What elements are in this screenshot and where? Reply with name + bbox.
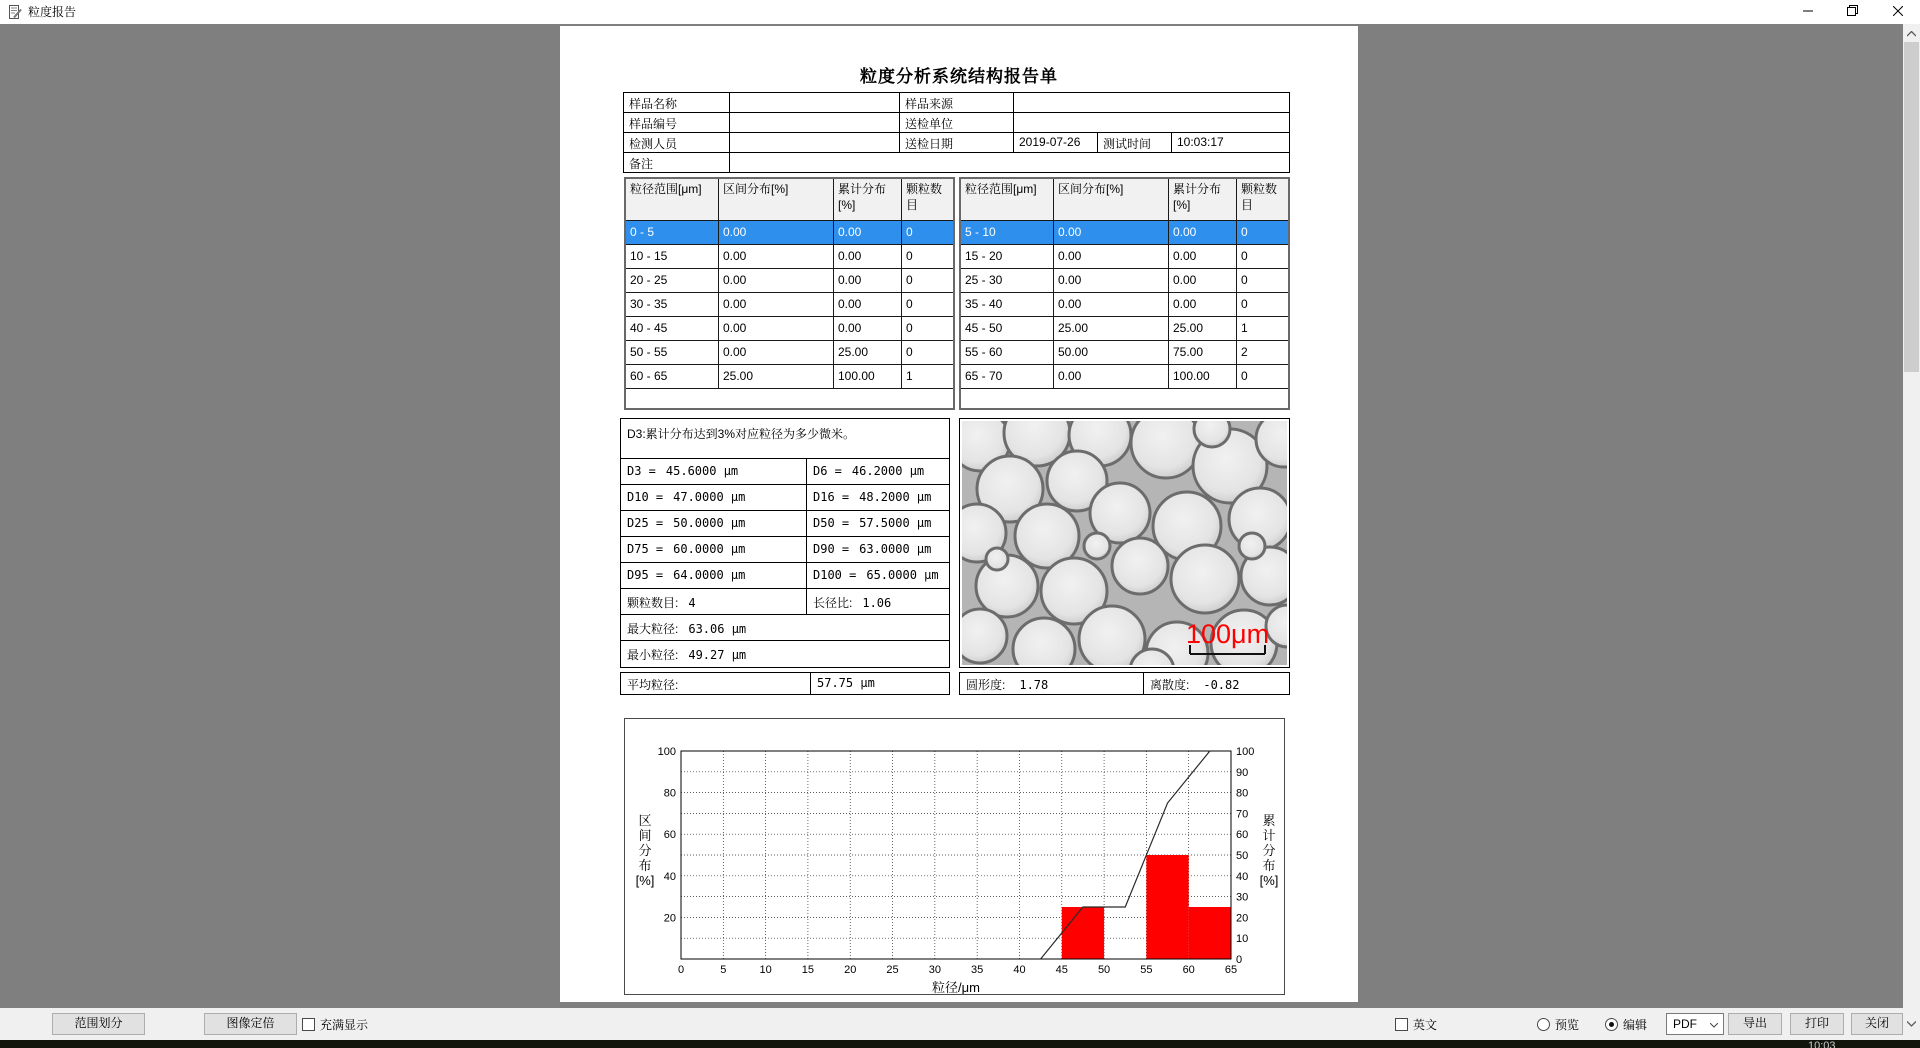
cell: 100.00: [834, 365, 902, 388]
cell: 0.00: [1054, 365, 1169, 388]
table-row[interactable]: [626, 221, 953, 245]
cell: 0.00: [719, 317, 834, 340]
table-row[interactable]: [961, 269, 1288, 293]
d-value-row: [621, 511, 949, 537]
max-size-label: 最大粒径:: [627, 622, 679, 636]
right-distribution-table: [959, 177, 1290, 410]
cell: 45 - 50: [961, 317, 1054, 340]
svg-text:60: 60: [663, 829, 676, 842]
d-label: D90 =: [813, 542, 850, 556]
info-label: 样品来源: [900, 93, 1014, 112]
d-label: D25 =: [627, 516, 664, 530]
ratio-value: 1.06: [862, 596, 892, 610]
d-label: D100 =: [813, 568, 857, 582]
taskbar-strip: [0, 1040, 1920, 1048]
cell: 0: [906, 249, 913, 263]
export-button[interactable]: 导出: [1728, 1013, 1782, 1035]
d-label: D95 =: [627, 568, 664, 582]
svg-text:35: 35: [971, 964, 984, 976]
scroll-down-button[interactable]: [1903, 1014, 1920, 1031]
column-header: 累计分布[%]: [1169, 179, 1237, 220]
checkbox-icon: [1395, 1018, 1408, 1031]
cell: 0.00: [834, 293, 902, 316]
average-size-row: [620, 672, 950, 695]
table-row[interactable]: [626, 269, 953, 293]
info-row: [624, 153, 1289, 172]
cell: 0: [906, 225, 913, 239]
cell: 0: [1241, 273, 1248, 287]
cell: 0.00: [834, 221, 902, 244]
particle-image: [962, 421, 1287, 665]
d-values-panel: [620, 418, 950, 668]
min-size-row: [621, 641, 949, 667]
svg-text:10: 10: [759, 964, 772, 976]
table-row[interactable]: [961, 317, 1288, 341]
d-value: 63.0000 μm: [859, 542, 932, 556]
cell: 0.00: [1054, 293, 1169, 316]
d-value-row: [621, 459, 949, 485]
preview-radio[interactable]: [1537, 1016, 1579, 1033]
cell: 65 - 70: [961, 365, 1054, 388]
d-value: 46.2000 μm: [851, 464, 925, 478]
cell: 0.00: [834, 269, 902, 292]
column-header: 粒径范围[μm]: [961, 179, 1054, 220]
radio-selected-icon: [1605, 1018, 1618, 1031]
max-size-row: [621, 615, 949, 641]
max-size-value: 63.06 μm: [688, 622, 747, 636]
cell: 10 - 15: [626, 245, 719, 268]
svg-text:15: 15: [801, 964, 815, 976]
info-row: [624, 93, 1289, 113]
scroll-up-button[interactable]: [1903, 24, 1920, 41]
print-button[interactable]: 打印: [1790, 1013, 1844, 1035]
chart-panel: [624, 718, 1285, 995]
column-header: 颗粒数目: [906, 182, 943, 212]
cell: 0: [906, 345, 913, 359]
cell: 2: [1241, 345, 1248, 359]
svg-text:累: 累: [1262, 813, 1276, 828]
cell: 0.00: [1169, 293, 1237, 316]
radio-icon: [1537, 1018, 1550, 1031]
cell: 1: [1241, 321, 1248, 335]
ratio-label: 长径比:: [813, 596, 853, 610]
info-value: 2019-07-26: [1014, 133, 1098, 152]
fill-display-label: 充满显示: [320, 1018, 369, 1032]
svg-text:[%]: [%]: [635, 873, 655, 888]
cell: 0: [906, 273, 913, 287]
close-icon: [1893, 3, 1903, 21]
d-value: 60.0000 μm: [673, 542, 746, 556]
english-label: 英文: [1413, 1018, 1438, 1032]
cell: 35 - 40: [961, 293, 1054, 316]
left-distribution-table: [624, 177, 955, 410]
range-division-button[interactable]: 范围划分: [52, 1013, 145, 1035]
dispersion-label: 离散度:: [1150, 678, 1190, 692]
cell: 75.00: [1169, 341, 1237, 364]
cell: 25 - 30: [961, 269, 1054, 292]
svg-text:间: 间: [638, 828, 652, 843]
cell: 30 - 35: [626, 293, 719, 316]
cell: 50.00: [1054, 341, 1169, 364]
count-value: 4: [688, 596, 696, 610]
report-title: 粒度分析系统结构报告单: [860, 67, 1058, 86]
cell: 0: [906, 297, 913, 311]
svg-text:80: 80: [1236, 787, 1249, 800]
d-label: D50 =: [813, 516, 850, 530]
info-label: 送检日期: [900, 133, 1014, 152]
minimize-icon: [1803, 3, 1813, 21]
d-label: D75 =: [627, 542, 664, 556]
cell: 1: [906, 369, 913, 383]
info-value: [1014, 93, 1289, 112]
cell: 50 - 55: [626, 341, 719, 364]
close-report-button[interactable]: 关闭: [1851, 1013, 1903, 1035]
cell: 0: [1241, 249, 1248, 263]
column-header: 区间分布[%]: [1054, 179, 1169, 220]
chevron-up-icon: [1907, 24, 1916, 42]
svg-text:100: 100: [1236, 746, 1255, 758]
cell: 25.00: [1054, 317, 1169, 340]
image-scaling-button[interactable]: 图像定倍: [204, 1013, 297, 1035]
cell: 100.00: [1169, 365, 1237, 388]
d-value: 57.5000 μm: [859, 516, 932, 530]
info-label: 测试时间: [1098, 133, 1172, 152]
svg-text:20: 20: [663, 912, 676, 925]
english-checkbox[interactable]: [1395, 1016, 1437, 1033]
svg-text:5: 5: [720, 964, 727, 976]
cell: 25.00: [719, 365, 834, 388]
info-label: 样品编号: [624, 113, 730, 132]
d-label: D16 =: [813, 490, 850, 504]
d-value-row: [621, 485, 949, 511]
svg-text:布: 布: [1262, 858, 1276, 873]
table-row[interactable]: [626, 341, 953, 365]
average-size-value: 57.75 μm: [817, 676, 875, 690]
svg-text:0: 0: [677, 964, 685, 976]
table-row[interactable]: [961, 245, 1288, 269]
svg-text:80: 80: [663, 787, 676, 800]
cell: 0.00: [834, 245, 902, 268]
restore-icon: [1847, 3, 1858, 21]
cell: 25.00: [1169, 317, 1237, 340]
svg-text:45: 45: [1055, 964, 1068, 976]
table-row[interactable]: [961, 293, 1288, 317]
d-value: 48.2000 μm: [859, 490, 932, 504]
cell: 0.00: [719, 293, 834, 316]
close-button[interactable]: [1875, 0, 1920, 24]
column-header: 累计分布[%]: [834, 179, 902, 220]
bar: [1146, 855, 1188, 959]
svg-text:计: 计: [1262, 828, 1276, 843]
bar: [1189, 907, 1231, 959]
cell: 60 - 65: [626, 365, 719, 388]
format-select-value: PDF: [1673, 1017, 1697, 1031]
cell: 40 - 45: [626, 317, 719, 340]
taskbar-clock: 10:03: [1808, 1040, 1836, 1048]
info-label: 送检单位: [900, 113, 1014, 132]
d-value: 50.0000 μm: [673, 516, 746, 530]
svg-text:30: 30: [1236, 891, 1249, 904]
table-row[interactable]: [626, 317, 953, 341]
table-row[interactable]: [961, 221, 1288, 245]
d-value: 45.6000 μm: [665, 464, 739, 478]
count-label: 颗粒数目:: [627, 596, 679, 610]
cell: 0: [1241, 225, 1248, 239]
count-row: [621, 589, 949, 615]
sample-info-table: [623, 92, 1290, 173]
svg-text:10: 10: [1236, 933, 1249, 946]
report-page: [560, 26, 1358, 1002]
info-value: [730, 153, 1289, 172]
report-workspace: [0, 24, 1903, 1010]
svg-text:40: 40: [1236, 870, 1249, 883]
svg-text:55: 55: [1140, 964, 1153, 976]
info-label: 样品名称: [624, 93, 730, 112]
cell: 0.00: [1169, 269, 1237, 292]
svg-text:30: 30: [928, 964, 941, 976]
format-select[interactable]: [1666, 1013, 1724, 1035]
svg-text:50: 50: [1236, 850, 1249, 862]
d-label: D10 =: [627, 490, 664, 504]
column-header: 区间分布[%]: [719, 179, 834, 220]
scale-label: 100μm: [1186, 619, 1270, 649]
min-size-label: 最小粒径:: [627, 648, 679, 662]
cell: 0.00: [719, 245, 834, 268]
particle-image-panel: [959, 418, 1290, 668]
info-value: [1014, 113, 1289, 132]
cell: 0: [906, 321, 913, 335]
distribution-chart: [625, 719, 1284, 994]
column-header: 粒径范围[μm]: [626, 179, 719, 220]
svg-text:0: 0: [1236, 954, 1243, 966]
cell: 0.00: [1054, 269, 1169, 292]
info-value: [730, 133, 900, 152]
svg-text:40: 40: [1013, 964, 1026, 976]
d3-note: D3:累计分布达到3%对应粒径为多少微米。: [621, 419, 949, 459]
table-row[interactable]: [626, 365, 953, 389]
d-value: 65.0000 μm: [866, 568, 939, 582]
cell: 0.00: [719, 221, 834, 244]
info-row: [624, 133, 1289, 153]
scrollbar-thumb[interactable]: [1904, 42, 1919, 372]
cell: 0.00: [1054, 245, 1169, 268]
restore-button[interactable]: [1830, 0, 1875, 24]
svg-text:100: 100: [657, 746, 676, 758]
cell: 25.00: [834, 341, 902, 364]
column-header: 颗粒数目: [1241, 182, 1278, 212]
shape-metrics-row: [959, 672, 1290, 695]
cell: 20 - 25: [626, 269, 719, 292]
svg-text:[%]: [%]: [1259, 873, 1279, 888]
info-label: 备注: [624, 153, 730, 172]
cell: 0: [1241, 369, 1248, 383]
cell: 15 - 20: [961, 245, 1054, 268]
checkbox-icon: [302, 1018, 315, 1031]
info-value: [730, 113, 900, 132]
dispersion-value: -0.82: [1203, 678, 1240, 692]
chevron-down-icon: [1710, 1017, 1718, 1031]
table-row[interactable]: [961, 365, 1288, 389]
vertical-scrollbar[interactable]: [1903, 24, 1920, 1031]
cell: 0.00: [1054, 221, 1169, 244]
svg-text:90: 90: [1236, 766, 1249, 779]
bar: [1062, 907, 1104, 959]
title-bar: [0, 0, 1920, 24]
min-size-value: 49.27 μm: [688, 648, 747, 662]
cell: 0: [1241, 297, 1248, 311]
cell: 0.00: [719, 269, 834, 292]
cell: 0 - 5: [626, 221, 719, 244]
svg-text:分: 分: [638, 843, 652, 858]
d-value: 47.0000 μm: [673, 490, 746, 504]
info-row: [624, 113, 1289, 133]
cell: 0.00: [1169, 245, 1237, 268]
d-label: D3 =: [627, 464, 656, 478]
preview-label: 预览: [1555, 1018, 1580, 1032]
window-title: 粒度报告: [28, 5, 77, 19]
svg-text:区: 区: [638, 813, 652, 828]
svg-text:70: 70: [1236, 808, 1249, 821]
fill-display-checkbox[interactable]: [302, 1016, 368, 1033]
table-row[interactable]: [626, 293, 953, 317]
svg-text:50: 50: [1097, 964, 1111, 976]
cell: 0.00: [834, 317, 902, 340]
circularity-label: 圆形度:: [966, 678, 1006, 692]
cell: 5 - 10: [961, 221, 1054, 244]
cell: 0.00: [719, 341, 834, 364]
cell: 55 - 60: [961, 341, 1054, 364]
x-axis-label: 粒径/μm: [932, 980, 980, 994]
table-row[interactable]: [626, 245, 953, 269]
cell: 0.00: [1169, 221, 1237, 244]
bottom-toolbar: [0, 1008, 1920, 1040]
svg-text:20: 20: [1236, 912, 1249, 925]
info-label: 检测人员: [624, 133, 730, 152]
chevron-down-icon: [1907, 1014, 1916, 1032]
edit-label: 编辑: [1623, 1018, 1648, 1032]
svg-text:60: 60: [1236, 829, 1249, 842]
d-value-row: [621, 537, 949, 563]
edit-radio[interactable]: [1605, 1016, 1647, 1033]
info-value: [730, 93, 900, 112]
d-value-row: [621, 563, 949, 589]
svg-text:布: 布: [638, 858, 652, 873]
svg-text:65: 65: [1224, 964, 1238, 976]
report-icon: [8, 5, 22, 19]
svg-text:25: 25: [886, 964, 899, 976]
minimize-button[interactable]: [1785, 0, 1830, 24]
circularity-value: 1.78: [1019, 678, 1049, 692]
table-row[interactable]: [961, 341, 1288, 365]
svg-text:20: 20: [844, 964, 857, 976]
d-value: 64.0000 μm: [673, 568, 746, 582]
average-size-label: 平均粒径:: [621, 673, 811, 694]
svg-text:60: 60: [1182, 964, 1195, 976]
svg-text:分: 分: [1262, 843, 1276, 858]
info-value: 10:03:17: [1177, 135, 1224, 149]
d-label: D6 =: [813, 464, 842, 478]
svg-text:40: 40: [663, 870, 676, 883]
